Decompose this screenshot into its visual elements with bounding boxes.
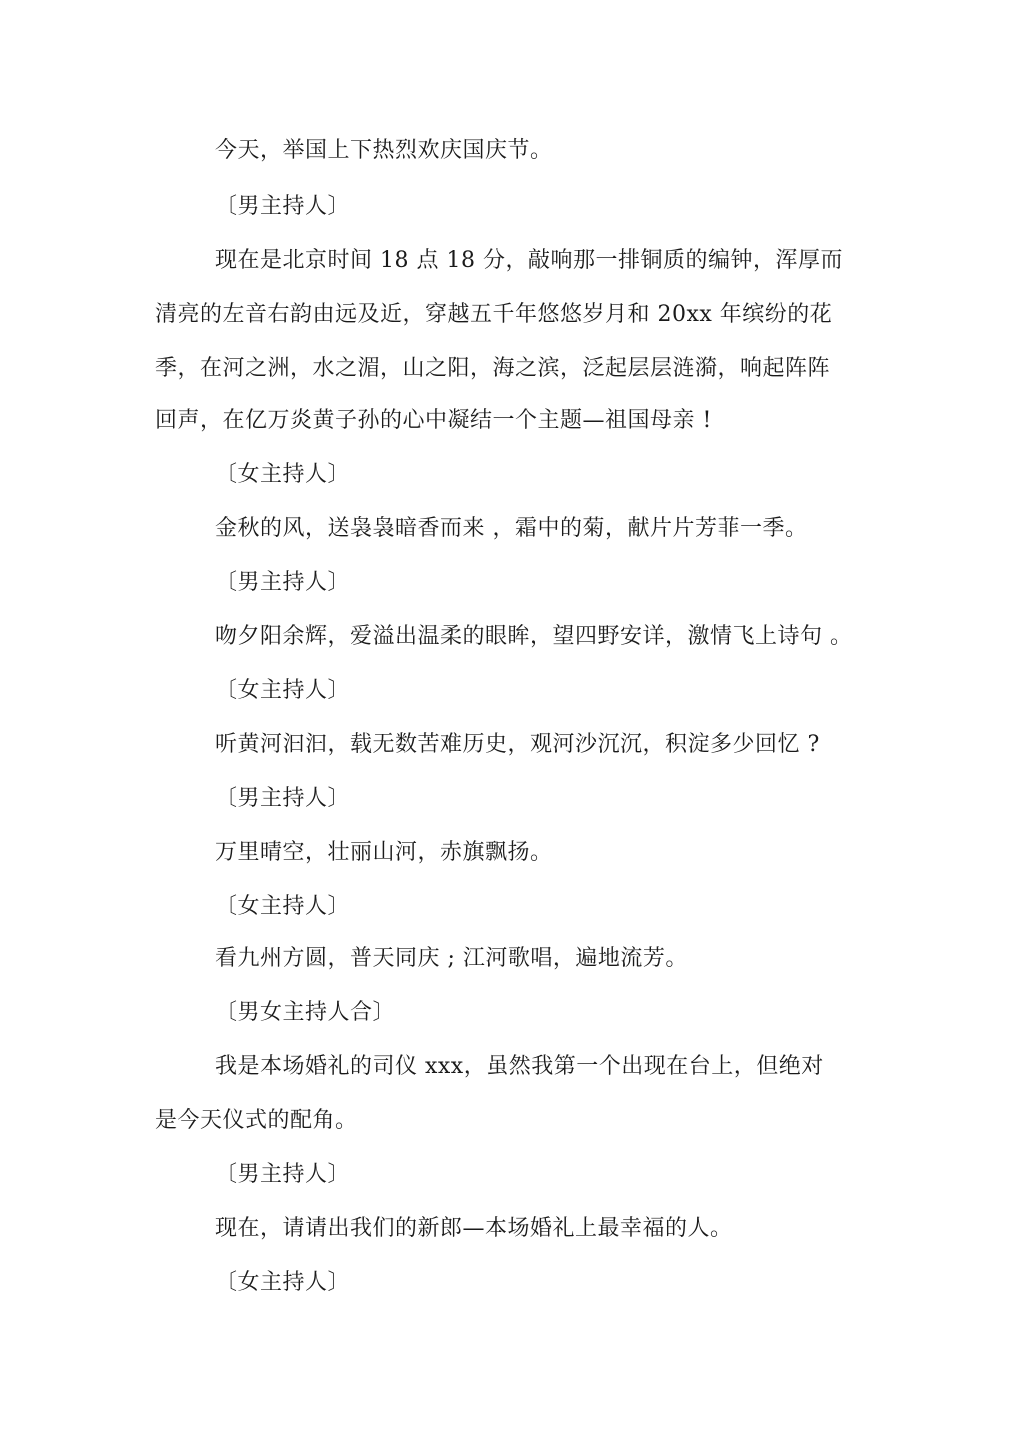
speaker-label: 〔男主持人〕 xyxy=(215,786,351,811)
speaker-label: 〔女主持人〕 xyxy=(215,894,351,919)
paragraph-line: 万里晴空，壮丽山河，赤旗飘扬。 xyxy=(215,840,553,865)
paragraph-line: 现在，请请出我们的新郎—本场婚礼上最幸福的人。 xyxy=(215,1216,733,1241)
paragraph-line: 听黄河汩汩，载无数苦难历史，观河沙沉沉，积淀多少回忆 ? xyxy=(215,732,820,757)
paragraph-line: 我是本场婚礼的司仪 xxx，虽然我第一个出现在台上，但绝对 xyxy=(215,1054,824,1079)
paragraph-line: 回声，在亿万炎黄子孙的心中凝结一个主题—祖国母亲 ! xyxy=(155,408,712,433)
speaker-label: 〔女主持人〕 xyxy=(215,678,351,703)
speaker-label: 〔男主持人〕 xyxy=(215,570,351,595)
paragraph-line: 看九州方圆，普天同庆 ; 江河歌唱，遍地流芳。 xyxy=(215,946,688,971)
paragraph-line: 金秋的风，送袅袅暗香而来 ，霜中的菊，献片片芳菲一季。 xyxy=(215,516,808,541)
paragraph-line: 现在是北京时间 18 点 18 分，敲响那一排铜质的编钟，浑厚而 xyxy=(215,248,843,273)
paragraph-line: 今天，举国上下热烈欢庆国庆节。 xyxy=(215,138,553,163)
paragraph-line: 是今天仪式的配角。 xyxy=(155,1108,358,1133)
speaker-label: 〔男主持人〕 xyxy=(215,1162,351,1187)
speaker-label: 〔男主持人〕 xyxy=(215,194,351,219)
paragraph-line: 吻夕阳余辉，爱溢出温柔的眼眸，望四野安详，激情飞上诗句 。 xyxy=(215,624,853,649)
paragraph-line: 清亮的左音右韵由远及近，穿越五千年悠悠岁月和 20xx 年缤纷的花 xyxy=(155,302,833,327)
speaker-label: 〔女主持人〕 xyxy=(215,462,351,487)
speaker-label: 〔男女主持人合〕 xyxy=(215,1000,396,1025)
paragraph-line: 季，在河之洲，水之湄，山之阳，海之滨，泛起层层涟漪，响起阵阵 xyxy=(155,356,831,381)
speaker-label: 〔女主持人〕 xyxy=(215,1270,351,1295)
